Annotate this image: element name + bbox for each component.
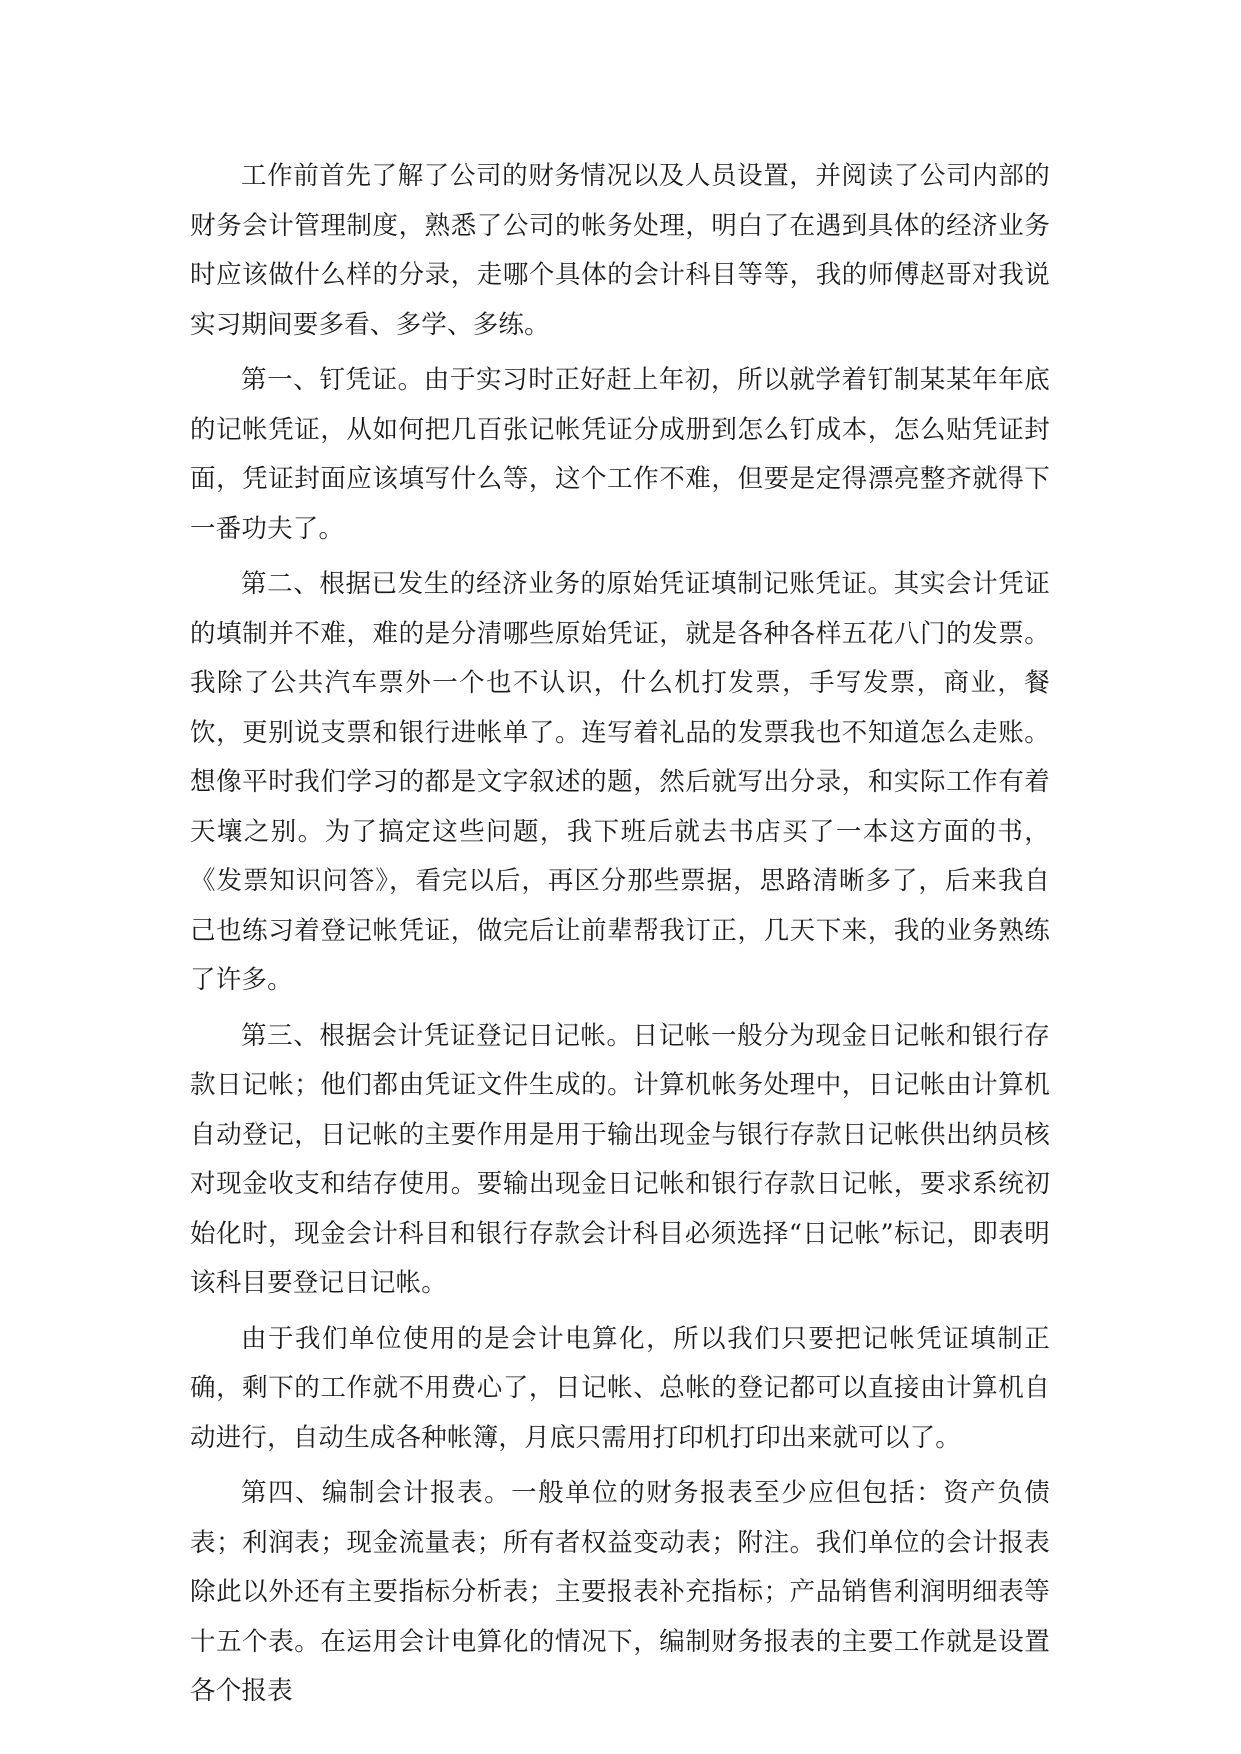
paragraph-intro: 工作前首先了解了公司的财务情况以及人员设置，并阅读了公司内部的财务会计管理制度，熟悉了公司的帐务处理，明白了在遇到具体的经济业务时应该做什么样的分录，走哪个具体的会计科目等等，我的师傅赵哥对我说实习期间要多看、多学、多练。: [190, 161, 1050, 340]
document-body: [190, 152, 1050, 1723]
paragraph-step-3: 第三、根据会计凭证登记日记帐。日记帐一般分为现金日记帐和银行存款日记帐；他们都由凭证文件生成的。计算机帐务处理中，日记帐由计算机自动登记，日记帐的主要作用是用于输出现金与银行存款日记帐供出纳员核对现金收支和结存使用。要输出现金日记帐和银行存款日记帐，要求系统初始化时，现金会计科目和银行存款会计科目必须选择“日记帐”标记，即表明该科目要登记日记帐。: [190, 1020, 1050, 1298]
paragraph-computerized-note: 由于我们单位使用的是会计电算化，所以我们只要把记帐凭证填制正确，剩下的工作就不用费心了，日记帐、总帐的登记都可以直接由计算机自动进行，自动生成各种帐簿，月底只需用打印机打印出来就可以了。: [190, 1323, 1050, 1453]
paragraph-step-2: 第二、根据已发生的经济业务的原始凭证填制记账凭证。其实会计凭证的填制并不难，难的是分清哪些原始凭证，就是各种各样五花八门的发票。我除了公共汽车票外一个也不认识，什么机打发票，手写发票，商业，餐饮，更别说支票和银行进帐单了。连写着礼品的发票我也不知道怎么走账。想像平时我们学习的都是文字叙述的题，然后就写出分录，和实际工作有着天壤之别。为了搞定这些问题，我下班后就去书店买了一本这方面的书，《发票知识问答》，看完以后，再区分那些票据，思路清晰多了，后来我自己也练习着登记帐凭证，做完后让前辈帮我订正，几天下来，我的业务熟练了许多。: [190, 569, 1050, 995]
paragraph-step-1: 第一、钉凭证。由于实习时正好赶上年初，所以就学着钉制某某年年底的记帐凭证，从如何把几百张记帐凭证分成册到怎么钉成本，怎么贴凭证封面，凭证封面应该填写什么等，这个工作不难，但要是定得漂亮整齐就得下一番功夫了。: [190, 365, 1050, 544]
paragraph-step-4: 第四、编制会计报表。一般单位的财务报表至少应但包括：资产负债表；利润表；现金流量表；所有者权益变动表；附注。我们单位的会计报表除此以外还有主要指标分析表；主要报表补充指标；产品销售利润明细表等十五个表。在运用会计电算化的情况下，编制财务报表的主要工作就是设置各个报表: [190, 1478, 1050, 1706]
